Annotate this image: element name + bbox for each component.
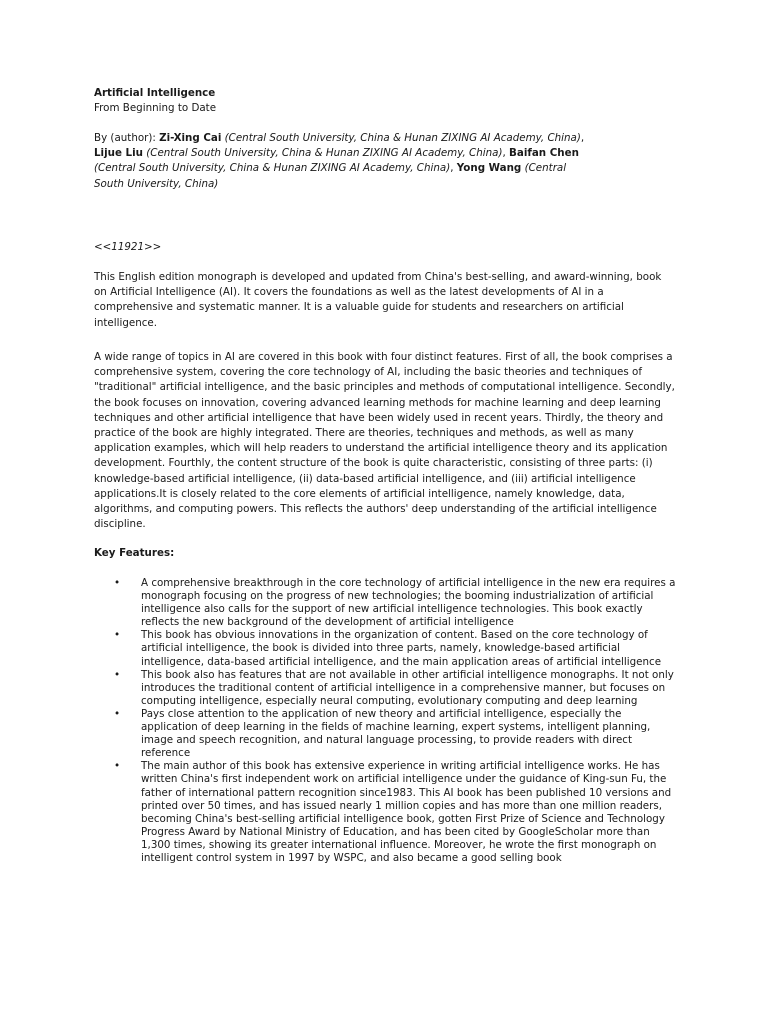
list-item: [114, 629, 680, 668]
author-name: Zi-Xing Cai: [159, 132, 222, 144]
list-item: [114, 760, 680, 865]
bullet-icon: •: [114, 760, 121, 773]
list-item: [114, 577, 680, 629]
bullet-icon: •: [114, 629, 121, 642]
bullet-icon: •: [114, 707, 121, 720]
feature-text: This book also has features that are not available in other artificial intelligence monographs. It not only introduces the traditional content of artificial intelligence in a comprehensive manner, but focuses on computing intelligence, especially neural computing, evolutionary computing and deep learning: [141, 668, 674, 707]
description-paragraph: A wide range of topics in AI are covered in this book with four distinct features. First of all, the book comprises a comprehensive system, covering the core technology of AI, including the basic theories and techniques of "traditional" artificial intelligence, and the basic principles and methods of computational intelligence. Secondly, the book focuses on innovation, covering advanced learning methods for machine learning and deep learning techniques and other artificial intelligence that have been widely used in recent years. Thirdly, the theory and practice of the book are highly integrated. There are theories, techniques and methods, as well as many application examples, which will help readers to understand the artificial intelligence theory and its application development. Fourthly, the content structure of the book is quite characteristic, consisting of three parts: (i) knowledge-based artificial intelligence, (ii) data-based artificial intelligence, and (iii) artificial intelligence applications.It is closely related to the core elements of artificial intelligence, namely knowledge, data, algorithms, and computing powers. This reflects the authors' deep understanding of the artificial intelligence discipline.: [94, 351, 675, 531]
author-affiliation: (Central South University, China & Hunan ZIXING AI Academy, China): [224, 132, 581, 144]
author-name: Baifan Chen: [509, 147, 579, 160]
author-name: Yong Wang: [456, 162, 522, 175]
author-affiliation: (Central South University, China): [94, 162, 567, 190]
author-prefix: By (author):: [94, 132, 160, 144]
catalog-code: <<11921>>: [94, 241, 162, 253]
key-features-list: [114, 577, 680, 865]
feature-text: This book has obvious innovations in the organization of content. Based on the core technology of artificial intelligence, the book is divided into three parts, namely, knowledge-based artificial intelligence, data-based artificial intelligence, and the main application areas of artificial intelligence: [141, 629, 662, 668]
feature-text: Pays close attention to the application of new theory and artificial intelligence, especially the application of deep learning in the fields of machine learning, expert systems, intelligent planning, image and speech recognition, and natural language processing, to provide readers with direct reference: [141, 707, 651, 760]
bullet-icon: •: [114, 577, 121, 589]
list-item: [114, 669, 680, 708]
description-paragraph: This English edition monograph is developed and updated from China's best-selling, and award-winning, book on Artificial Intelligence (AI). It covers the foundations as well as the latest developments of AI in a comprehensive and systematic manner. It is a valuable guide for students and researchers on artificial intelligence.: [94, 271, 662, 329]
list-item: [114, 708, 680, 760]
author-affiliation: (Central South University, China & Hunan ZIXING AI Academy, China): [94, 162, 451, 175]
book-title: Artificial Intelligence: [94, 87, 216, 99]
bullet-icon: •: [114, 668, 121, 681]
key-features-heading: Key Features:: [94, 547, 175, 559]
author-name: Lijue Liu: [94, 147, 143, 160]
book-subtitle: From Beginning to Date: [94, 102, 217, 114]
author-affiliation: (Central South University, China & Hunan ZIXING AI Academy, China): [146, 147, 503, 160]
feature-text: A comprehensive breakthrough in the core technology of artificial intelligence in the new era requires a monograph focusing on the progress of new technologies; the booming industrialization of artificial intelligence also calls for the support of new artificial intelligence technologies. This book exactly reflects the new background of the development of artificial intelligence: [141, 577, 676, 629]
author-block: By (author): Zi-Xing Cai (Central South University, China & Hunan ZIXING AI Academy, China), Lijue Liu (Central South University, China & Hunan ZIXING AI Academy, China), Baifan Chen (Central South University, China & Hunan ZIXING AI Academy, China), Yong Wang (Central South University, China): [94, 132, 585, 190]
feature-text: The main author of this book has extensive experience in writing artificial intelligence works. He has written China's first independent work on artificial intelligence under the guidance of King-sun Fu, the father of international pattern recognition since1983. This AI book has been published 10 versions and printed over 50 times, and has issued nearly 1 million copies and has more than one million readers, becoming China's best-selling artificial intelligence book, gotten First Prize of Science and Technology Progress Award by National Ministry of Education, and has been cited by GoogleScholar more than 1,300 times, showing its greater international influence. Moreover, he wrote the first monograph on intelligent control system in 1997 by WSPC, and also became a good selling book: [141, 760, 672, 864]
